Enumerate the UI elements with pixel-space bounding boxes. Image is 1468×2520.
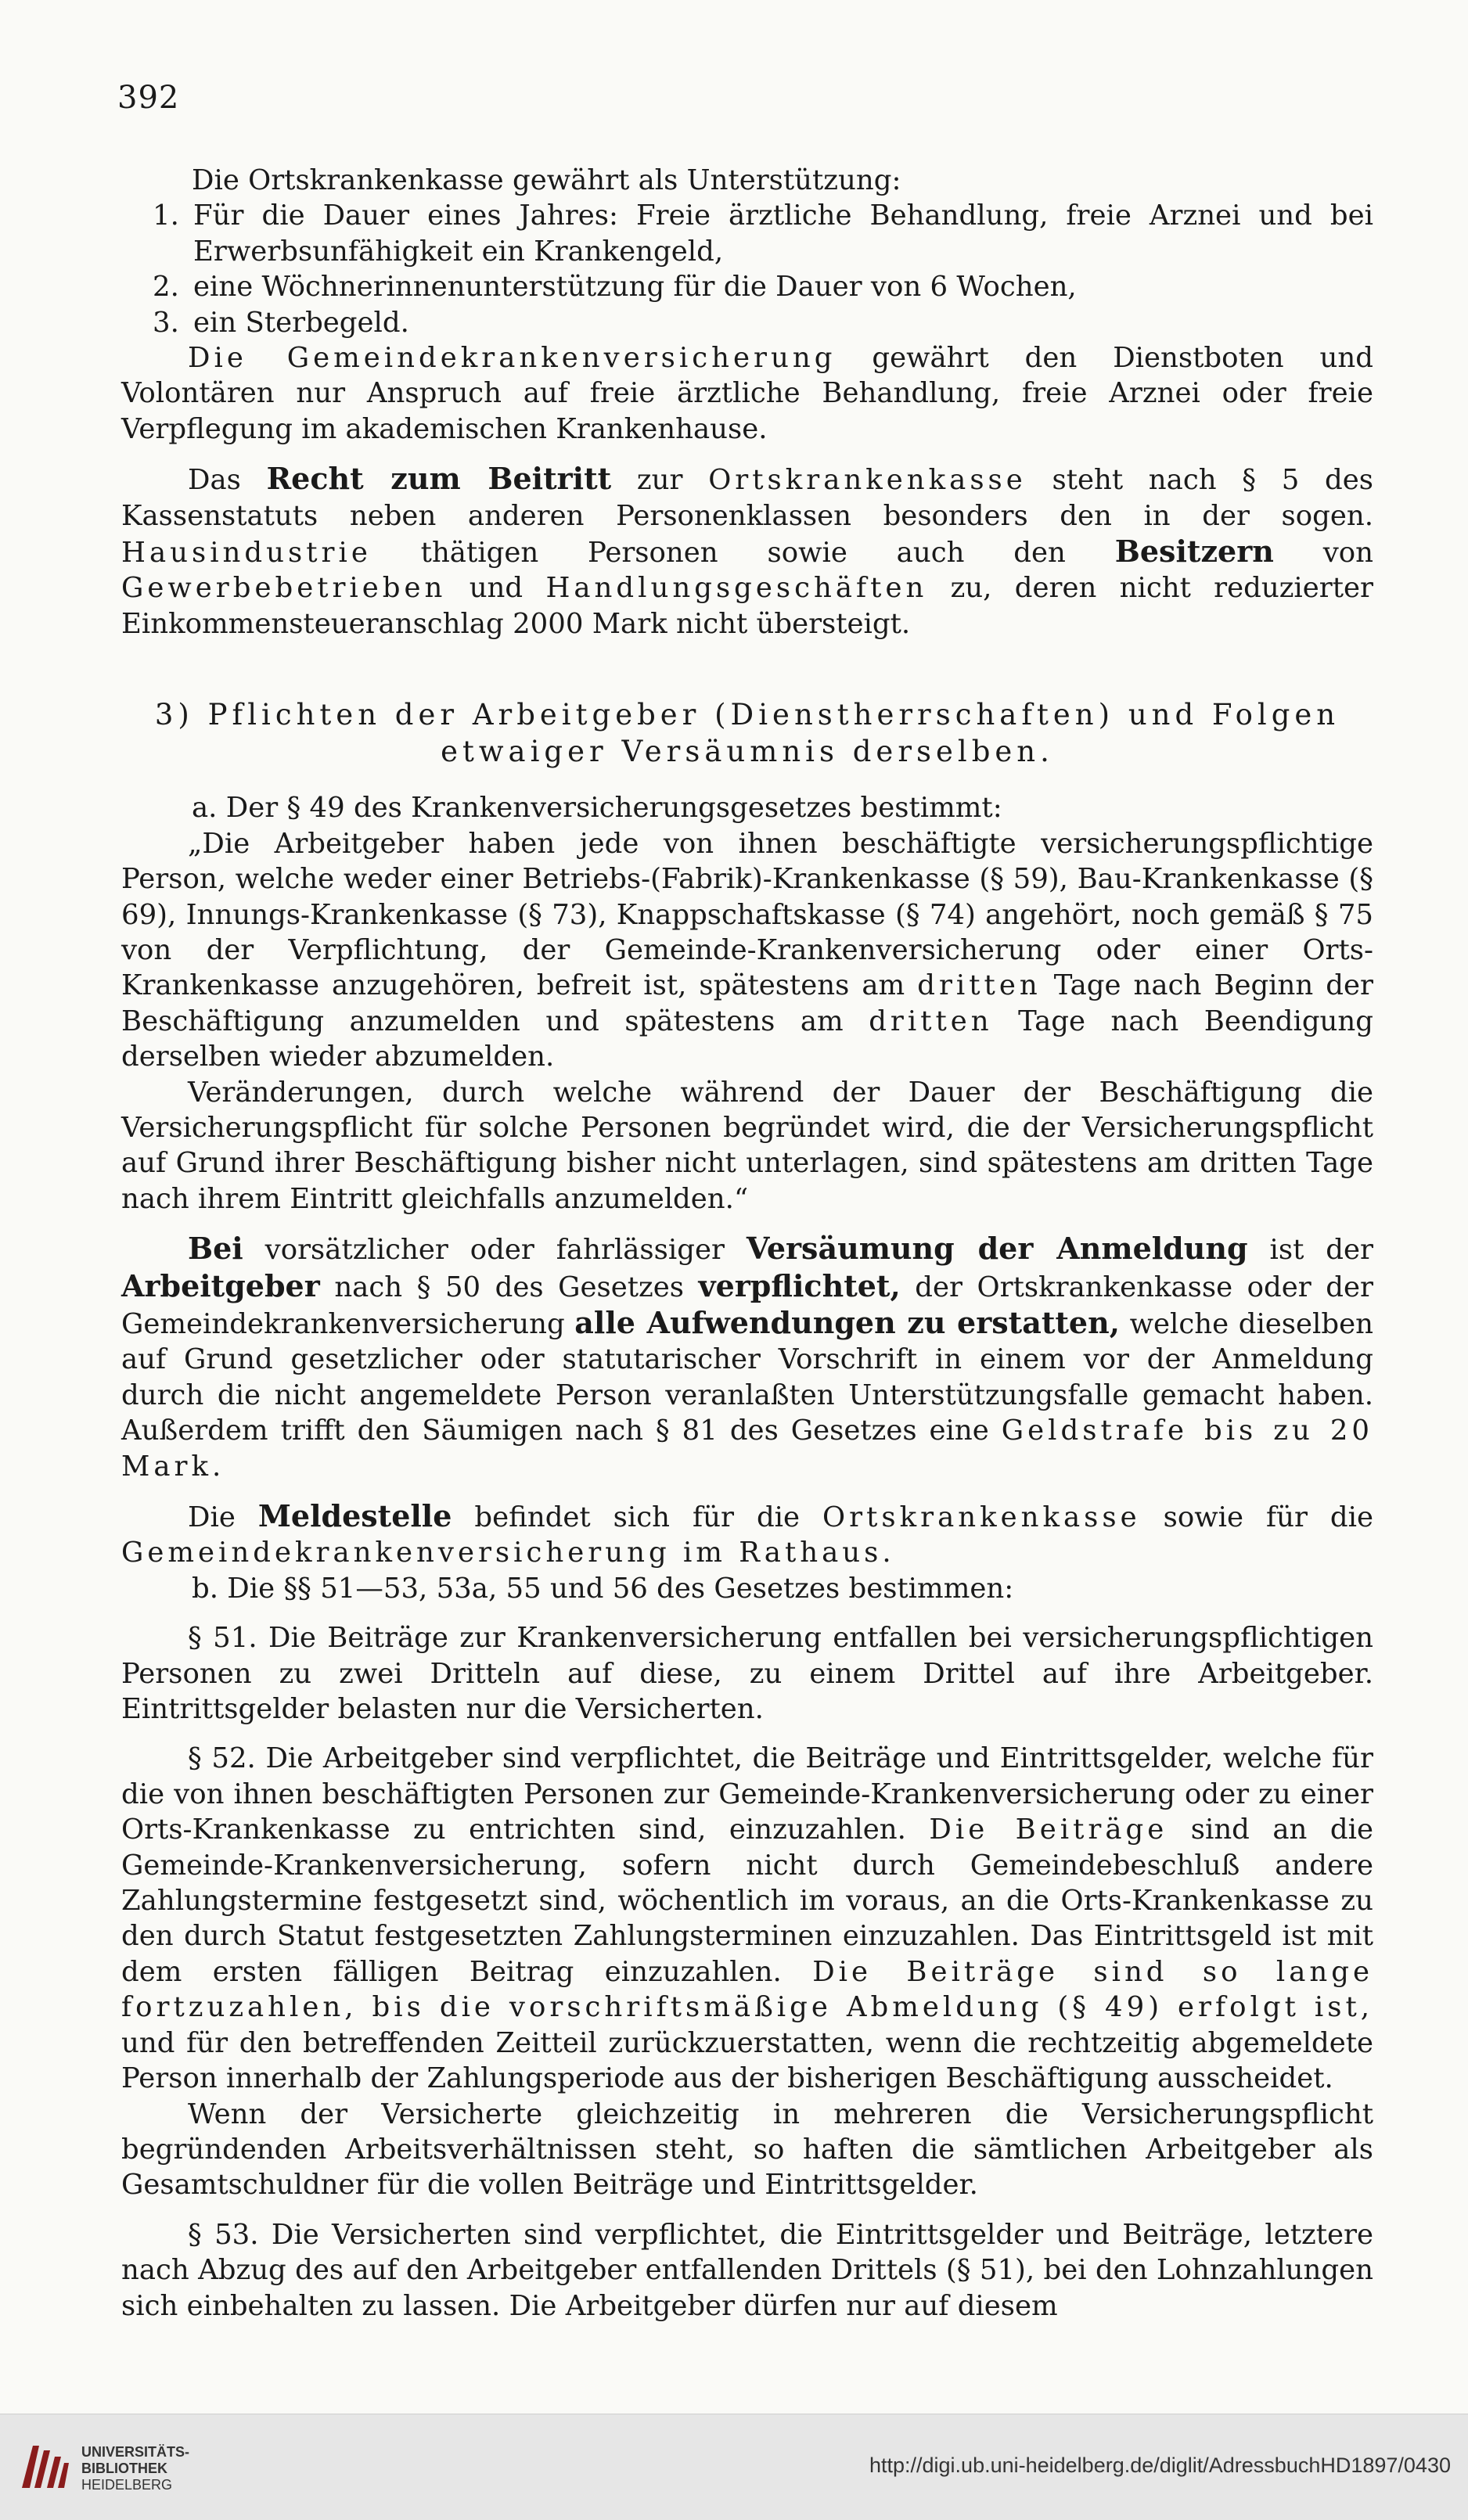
intro-paragraph: Die Ortskrankenkasse gewährt als Unterstützung:	[192, 164, 901, 196]
text-run: Tage nach Beginn der Beschäftigung anzumelden und spätestens am	[121, 969, 1373, 1037]
section-52-continued: Wenn der Versicherte gleichzeitig in mehreren die Versicherungspflicht begründenden Arbeitsverhältnissen steht, so haften die sämtlichen Arbeitgeber als Gesamtschuldner für die vollen Beiträge und Eintrittsgelder.	[121, 2098, 1373, 2202]
spaced-term: Geldstrafe bis zu 20 Mark	[121, 1415, 1373, 1483]
section-52	[121, 1741, 1373, 2096]
text-run: § 52. Die Arbeitgeber sind verpflichtet, die Beiträge und Eintrittsgelder, welche für die von ihnen beschäftigten Personen zur Gemeinde-Krankenversicherung oder zu einer Orts-Krankenkasse zu entrichten sind, einzuzahlen.	[121, 1742, 1373, 1846]
spaced-term: Gemeindekrankenversicherung im Rathaus	[121, 1537, 883, 1569]
list-item	[121, 269, 1373, 304]
body-text	[121, 163, 1373, 2324]
bold-term: Bei	[188, 1231, 243, 1267]
list-item	[121, 305, 1373, 340]
text-run: sowie für die	[1140, 1501, 1374, 1533]
section-53: § 53. Die Versicherten sind verpflichtet, die Eintrittsgelder und Beiträge, letztere nach Abzug des auf den Arbeitgeber entfallenden Drittels (§ 51), bei den Lohnzahlungen sich einbehalten zu lassen. Die Arbeitgeber dürfen nur auf diesem	[121, 2218, 1373, 2322]
spaced-term: Hausindustrie	[121, 537, 372, 570]
text-run: Die	[188, 1501, 258, 1533]
text-run: steht nach § 5 des Kassenstatuts neben anderen Personenklassen besonders den in der sogen.	[121, 464, 1374, 532]
spaced-term: Die Gemeindekrankenversicherung	[188, 342, 837, 375]
bold-term: Recht zum Beitritt	[266, 461, 612, 497]
spaced-term: Gewerbebetrieben	[121, 572, 447, 605]
text-run: zur	[611, 464, 709, 497]
list-number: 2.	[153, 271, 179, 304]
list-text: eine Wöchnerinnenunterstützung für die Dauer von 6 Wochen,	[193, 271, 1077, 304]
text-run: und	[446, 572, 546, 605]
bold-term: Versäumung der Anmeldung	[746, 1231, 1248, 1267]
library-name-line: BIBLIOTHEK	[81, 2461, 167, 2476]
text-run: vorsätzlicher oder fahrlässiger	[243, 1234, 747, 1267]
bold-term: Meldestelle	[257, 1498, 452, 1533]
text-run: zu, deren nicht reduzierter Einkommensteueranschlag 2000 Mark nicht übersteigt.	[121, 572, 1373, 640]
text-run: von	[1273, 537, 1374, 570]
spaced-term: Ortskrankenkasse	[708, 464, 1027, 497]
subsection-a-intro: a. Der § 49 des Krankenversicherungsgesetzes bestimmt:	[192, 792, 1002, 825]
text-run: .	[212, 1450, 221, 1483]
list-number: 3.	[153, 306, 179, 339]
library-name	[81, 2444, 189, 2493]
bold-term: verpflichtet,	[698, 1267, 901, 1303]
section-51: § 51. Die Beiträge zur Krankenversicherung entfallen bei versicherungspflichtigen Personen zu zwei Dritteln auf diese, zu einem Drittel auf ihre Arbeitgeber. Eintrittsgelder belasten nur die Versicherten.	[121, 1622, 1373, 1726]
spaced-term: dritten	[869, 1005, 993, 1037]
text-run: thätigen Personen sowie auch den	[371, 537, 1115, 570]
page-number: 392	[117, 80, 180, 116]
list-item	[121, 198, 1373, 269]
spaced-term: dritten	[917, 969, 1042, 1002]
meldestelle-paragraph	[121, 1498, 1373, 1571]
quote-paragraph: Veränderungen, durch welche während der Dauer der Beschäftigung die Versicherungspflicht für solche Personen begründet wird, die der Versicherungspflicht auf Grund ihrer Beschäftigung bisher nicht unterlagen, sind spätestens am dritten Tage nach ihrem Eintritt gleichfalls anzumelden.“	[121, 1076, 1373, 1215]
subsection-b-intro: b. Die §§ 51—53, 53a, 55 und 56 des Gesetzes bestimmen:	[192, 1572, 1014, 1605]
text-run: befindet sich für die	[452, 1501, 823, 1533]
bold-term: alle Aufwendungen zu erstatten,	[574, 1304, 1120, 1340]
spaced-term: Handlungsgeschäften	[545, 572, 928, 605]
text-run: Das	[188, 464, 267, 497]
library-name-line: UNIVERSITÄTS-	[81, 2444, 190, 2460]
text-run: der Ortskrankenkasse oder der Gemeindekrankenversicherung	[121, 1271, 1373, 1340]
viewer-footer	[0, 2414, 1468, 2520]
text-run: .	[882, 1537, 891, 1569]
text-run: ist der	[1247, 1234, 1373, 1267]
text-run: und für den betreffenden Zeitteil zurückzuerstatten, wenn die rechtzeitig abgemeldete Person innerhalb der Zahlungsperiode aus der bisherigen Beschäftigung ausscheidet.	[121, 2026, 1373, 2095]
bold-term: Besitzern	[1114, 534, 1274, 570]
text-run: sind an die Gemeinde-Krankenversicherung, sofern nicht durch Gemeindebeschluß andere Zahlungstermine festgesetzt sind, wöchentlich im voraus, an die Orts-Krankenkasse zu den durch Statut festgesetzten Zahlungsterminen einzuzahlen. Das Eintrittsgeld ist mit dem ersten fälligen Beitrag einzuzahlen.	[121, 1814, 1373, 1988]
quote-paragraph	[121, 826, 1373, 1075]
text-run: „Die Arbeitgeber haben jede von ihnen beschäftigte versicherungspflichtige Person, welche weder einer Betriebs-(Fabrik)-Krankenkasse (§ 59), Bau-Krankenkasse (§ 69), Innungs-Krankenkasse (§ 73), Knappschaftskasse (§ 74) angehört, noch gemäß § 75 von der Verpflichtung, der Gemeinde-Krankenversicherung oder einer Orts-Krankenkasse anzugehören, befreit ist, spätestens am	[121, 827, 1373, 1002]
spaced-term: Ortskrankenkasse	[822, 1501, 1141, 1533]
text-run: gewährt den Dienstboten und Volontären nur Anspruch auf freie ärztliche Behandlung, freie Arznei oder freie Verpflegung im akademischen Krankenhause.	[121, 342, 1373, 445]
list-number: 1.	[153, 200, 179, 232]
section-title	[121, 696, 1373, 770]
spaced-term: Die Beiträge sind so lange fortzuzahlen, bis die vorschriftsmäßige Abmeldung (§ 49) erfolgt ist,	[121, 1955, 1373, 2024]
text-run: nach § 50 des Gesetzes	[319, 1271, 699, 1303]
list-text: ein Sterbegeld.	[193, 306, 409, 339]
section-title-line: 3) Pflichten der Arbeitgeber (Dienstherrschaften) und Folgen	[154, 698, 1340, 732]
list-text: Für die Dauer eines Jahres: Freie ärztliche Behandlung, freie Arznei und bei Erwerbsunfähigkeit ein Krankengeld,	[193, 200, 1373, 268]
gemeinde-paragraph	[121, 340, 1373, 447]
university-library-logo-icon	[16, 2438, 72, 2494]
library-name-line: HEIDELBERG	[81, 2477, 173, 2493]
text-run: Tage nach Beendigung derselben wieder abzumelden.	[121, 1005, 1373, 1073]
bold-term: Arbeitgeber	[121, 1267, 320, 1303]
source-url[interactable]: http://digi.ub.uni-heidelberg.de/diglit/AdressbuchHD1897/0430	[869, 2453, 1451, 2477]
versaeumung-paragraph	[121, 1231, 1373, 1484]
spaced-term: Die Beiträge	[929, 1814, 1168, 1846]
beitritt-paragraph	[121, 461, 1373, 642]
text-run: welche dieselben auf Grund gesetzlicher oder statutarischer Vorschrift in einem vor der Anmeldung durch die nicht angemeldete Person veranlaßten Unterstützungsfalle gemacht haben. Außerdem trifft den Säumigen nach § 81 des Gesetzes eine	[121, 1307, 1373, 1447]
section-title-line: etwaiger Versäumnis derselben.	[441, 735, 1054, 769]
